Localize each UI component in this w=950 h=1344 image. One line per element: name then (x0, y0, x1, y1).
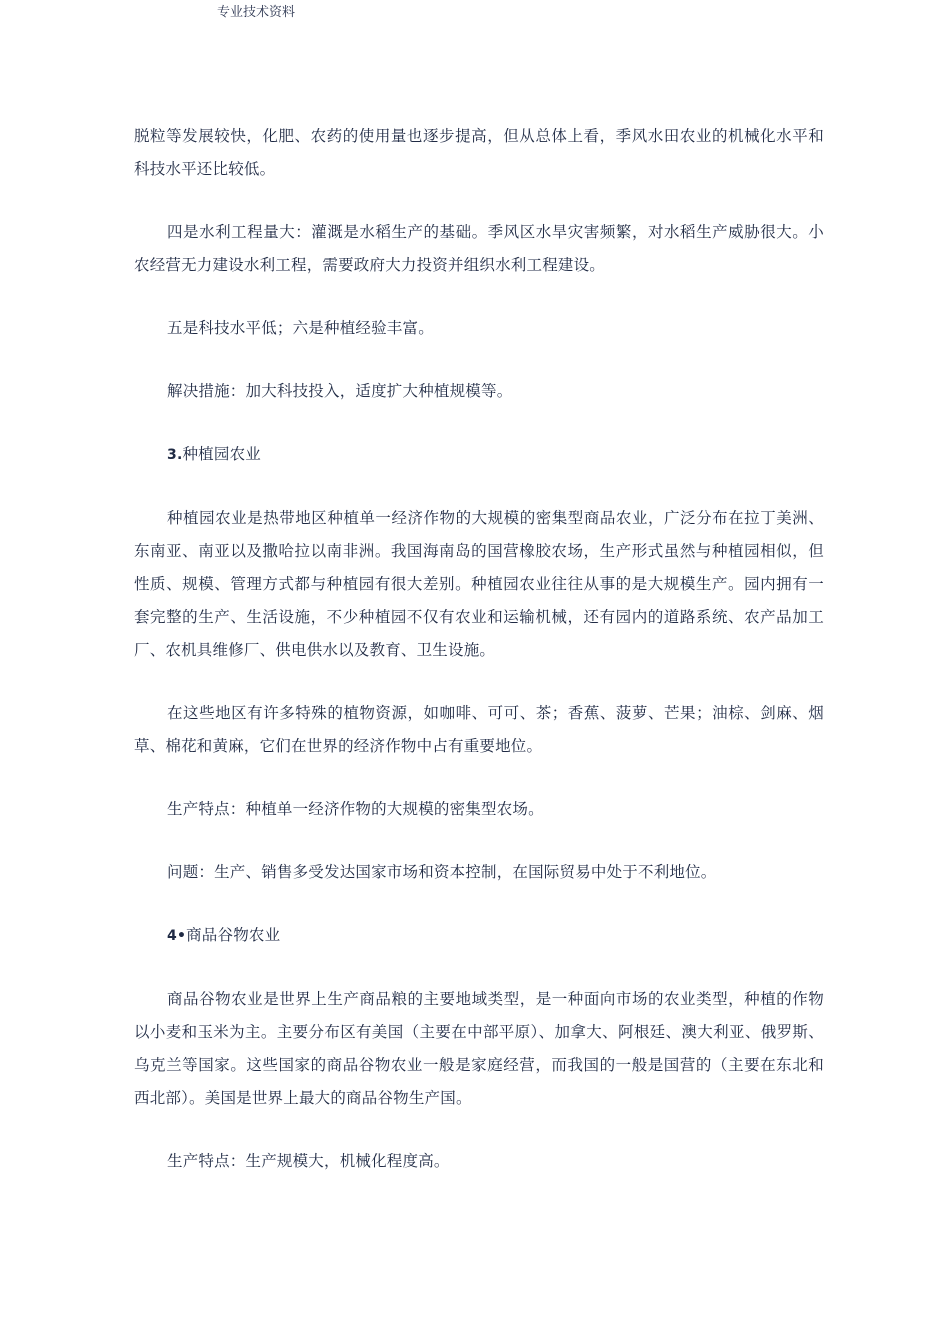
paragraph: 四是水利工程量大：灌溉是水稻生产的基础。季风区水旱灾害频繁，对水稻生产威胁很大。小农经营无力建设水利工程，需要政府大力投资并组织水利工程建设。 (134, 223, 824, 274)
paragraph: 脱粒等发展较快，化肥、农药的使用量也逐步提高，但从总体上看，季风水田农业的机械化水平和科技水平还比较低。 (134, 127, 824, 178)
section-heading (134, 438, 824, 472)
paragraph: 五是科技水平低；六是种植经验丰富。 (167, 319, 434, 337)
paragraph: 种植园农业是热带地区种植单一经济作物的大规模的密集型商品农业，广泛分布在拉丁美洲、东南亚、南亚以及撒哈拉以南非洲。我国海南岛的国营橡胶农场，生产形式虽然与种植园相似，但性质、规模、管理方式都与种植园有很大差别。种植园农业往往从事的是大规模生产。园内拥有一套完整的生产、生活设施，不少种植园不仅有农业和运输机械，还有园内的道路系统、农产品加工厂、农机具维修厂、供电供水以及教育、卫生设施。 (134, 509, 824, 659)
paragraph: 问题：生产、销售多受发达国家市场和资本控制，在国际贸易中处于不利地位。 (167, 863, 717, 881)
section-title: 商品谷物农业 (186, 926, 281, 944)
page-header: 专业技术资料 (217, 5, 296, 20)
paragraph: 生产特点：种植单一经济作物的大规模的密集型农场。 (167, 800, 544, 818)
paragraph: 商品谷物农业是世界上生产商品粮的主要地域类型，是一种面向市场的农业类型，种植的作物以小麦和玉米为主。主要分布区有美国（主要在中部平原）、加拿大、阿根廷、澳大利亚、俄罗斯、乌克兰等国家。这些国家的商品谷物农业一般是家庭经营，而我国的一般是国营的（主要在东北和西北部）。美国是世界上最大的商品谷物生产国。 (134, 990, 824, 1107)
paragraph: 在这些地区有许多特殊的植物资源，如咖啡、可可、茶；香蕉、菠萝、芒果；油棕、剑麻、烟草、棉花和黄麻，它们在世界的经济作物中占有重要地位。 (134, 704, 824, 755)
section-number: 3. (167, 447, 183, 463)
section-number: 4• (167, 928, 187, 944)
document-body (134, 120, 824, 1208)
section-title: 种植园农业 (182, 445, 261, 463)
paragraph: 解决措施：加大科技投入，适度扩大种植规模等。 (167, 382, 513, 400)
paragraph: 生产特点：生产规模大，机械化程度高。 (167, 1152, 450, 1170)
section-heading (134, 919, 824, 953)
